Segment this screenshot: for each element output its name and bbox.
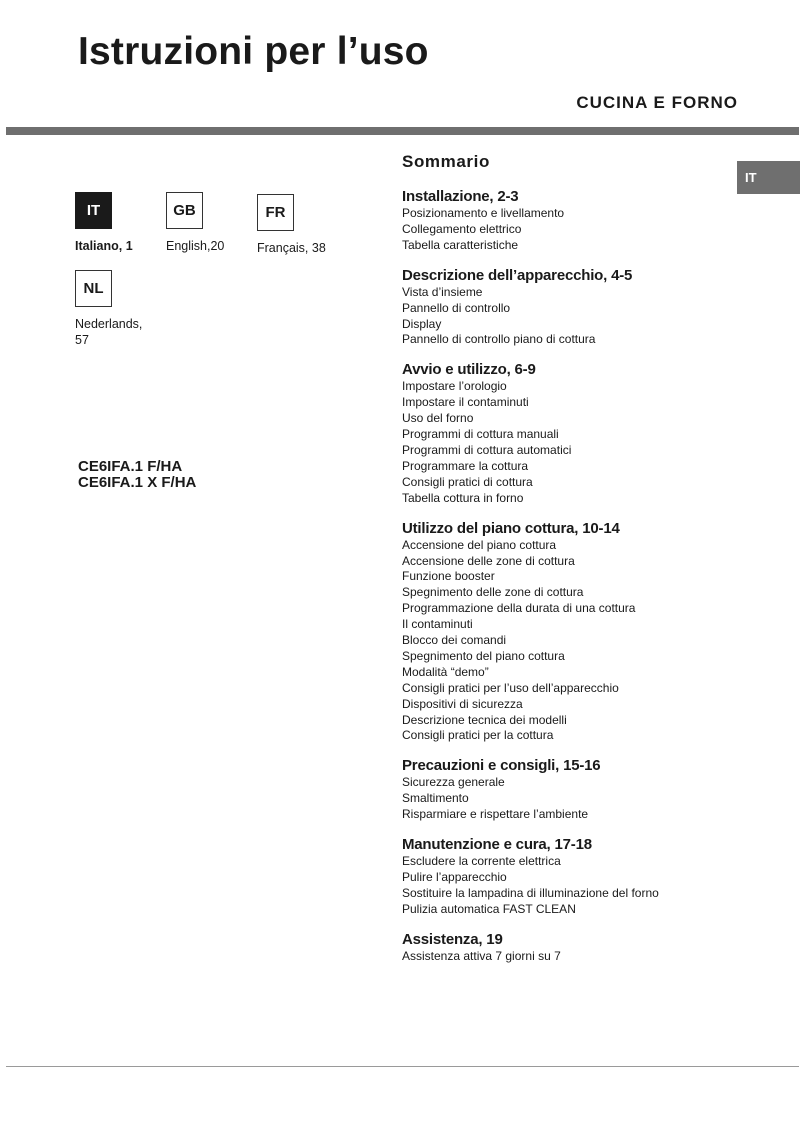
toc-section	[402, 835, 732, 918]
toc-section-heading[interactable]: Installazione, 2-3	[402, 188, 519, 205]
toc-entry[interactable]: Modalità “demo”	[402, 664, 489, 679]
toc-entry[interactable]: Uso del forno	[402, 411, 474, 426]
toc-entry[interactable]: Risparmiare e rispettare l’ambiente	[402, 807, 589, 822]
toc-entry[interactable]: Programmi di cottura automatici	[402, 442, 572, 457]
toc-section	[402, 756, 732, 823]
language-code-box: GB	[166, 192, 203, 229]
toc-entry[interactable]: Consigli pratici di cottura	[402, 474, 533, 489]
toc-entry[interactable]: Assistenza attiva 7 giorni su 7	[402, 948, 561, 963]
language-label: Français, 38	[257, 241, 326, 255]
language-code-box: IT	[75, 192, 112, 229]
toc-section-heading[interactable]: Manutenzione e cura, 17-18	[402, 836, 592, 854]
language-label-line: 57	[75, 333, 89, 347]
toc-entry[interactable]: Posizionamento e livellamento	[402, 206, 565, 220]
model-codes	[78, 459, 196, 491]
toc-entry[interactable]: Spegnimento del piano cottura	[402, 648, 565, 663]
toc-section	[402, 930, 732, 965]
header-divider	[6, 127, 799, 135]
language-option-it[interactable]	[75, 192, 133, 254]
language-option-gb[interactable]	[166, 192, 224, 254]
toc-section	[402, 187, 732, 254]
toc-section-heading[interactable]: Assistenza, 19	[402, 930, 503, 948]
toc-entry[interactable]: Programmazione della durata di una cottura	[402, 601, 636, 616]
language-label-line: Nederlands,	[75, 317, 143, 331]
language-label: English,20	[166, 239, 225, 253]
toc-section-heading[interactable]: Utilizzo del piano cottura, 10-14	[402, 519, 620, 537]
language-option-nl[interactable]	[75, 270, 142, 348]
toc-entry[interactable]: Programmare la cottura	[402, 458, 529, 473]
toc-section	[402, 360, 732, 506]
toc-entry[interactable]: Tabella caratteristiche	[402, 237, 519, 252]
model-code: CE6IFA.1 X F/HA	[78, 474, 197, 491]
toc-entry[interactable]: Funzione booster	[402, 569, 495, 584]
toc-entry[interactable]: Sostituire la lampadina di illuminazione del forno	[402, 885, 659, 900]
toc-title: Sommario	[402, 152, 490, 171]
toc-entry[interactable]: Pulire l’apparecchio	[402, 870, 507, 884]
toc-entry[interactable]: Consigli pratici per l’uso dell’apparecchio	[402, 680, 619, 695]
toc-entry[interactable]: Programmi di cottura manuali	[402, 427, 559, 442]
toc-section-heading[interactable]: Avvio e utilizzo, 6-9	[402, 361, 536, 379]
model-code: CE6IFA.1 F/HA	[78, 458, 183, 475]
toc-entry[interactable]: Dispositivi di sicurezza	[402, 696, 523, 711]
toc-entry[interactable]: Consigli pratici per la cottura	[402, 728, 554, 743]
toc-entry[interactable]: Spegnimento delle zone di cottura	[402, 585, 584, 600]
toc-entry[interactable]: Escludere la corrente elettrica	[402, 854, 561, 869]
language-label	[75, 316, 142, 348]
language-option-fr[interactable]	[257, 194, 326, 256]
language-side-tab: IT	[737, 161, 800, 194]
toc-entry[interactable]: Sicurezza generale	[402, 775, 505, 790]
page-title: Istruzioni per l’uso	[78, 30, 429, 73]
toc-entry[interactable]: Blocco dei comandi	[402, 633, 507, 648]
toc-entry[interactable]: Display	[402, 316, 442, 331]
toc-entry[interactable]: Pannello di controllo piano di cottura	[402, 332, 596, 347]
toc-sections	[402, 187, 732, 965]
language-code-box: FR	[257, 194, 294, 231]
toc-entry[interactable]: Vista d’insieme	[402, 284, 483, 299]
toc-entry[interactable]: Impostare l’orologio	[402, 379, 507, 394]
toc-entry[interactable]: Collegamento elettrico	[402, 221, 522, 236]
toc-entry[interactable]: Il contaminuti	[402, 617, 473, 632]
language-label: Italiano, 1	[75, 239, 133, 253]
toc-entry[interactable]: Tabella cottura in forno	[402, 490, 524, 505]
toc-entry[interactable]: Accensione delle zone di cottura	[402, 553, 575, 568]
toc-entry[interactable]: Accensione del piano cottura	[402, 537, 557, 552]
toc-section	[402, 266, 732, 349]
product-category: CUCINA E FORNO	[576, 93, 738, 112]
footer-divider	[6, 1066, 799, 1067]
toc-section-heading[interactable]: Descrizione dell’apparecchio, 4-5	[402, 266, 633, 284]
toc-entry[interactable]: Pulizia automatica FAST CLEAN	[402, 901, 576, 916]
language-code-box: NL	[75, 270, 112, 307]
toc-entry[interactable]: Smaltimento	[402, 791, 469, 806]
toc-entry[interactable]: Pannello di controllo	[402, 300, 511, 315]
toc-entry[interactable]: Descrizione tecnica dei modelli	[402, 712, 567, 727]
table-of-contents	[402, 152, 732, 977]
toc-entry[interactable]: Impostare il contaminuti	[402, 395, 529, 410]
toc-section	[402, 519, 732, 745]
toc-section-heading[interactable]: Precauzioni e consigli, 15-16	[402, 757, 601, 775]
